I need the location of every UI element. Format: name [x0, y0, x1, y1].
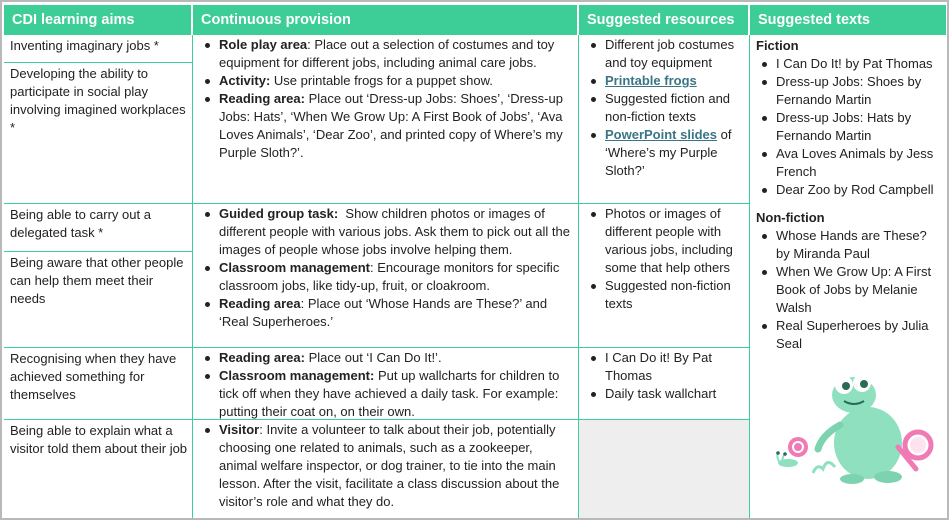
printable-frogs-link[interactable]: Printable frogs — [605, 73, 697, 88]
aim-item: Being able to explain what a visitor told them about their job — [10, 423, 188, 456]
aim-item: Inventing imaginary jobs * — [10, 38, 159, 53]
resource-table — [4, 5, 946, 517]
resource-item — [585, 72, 745, 90]
resource-item: I Can Do it! By Pat Thomas — [585, 349, 745, 385]
row1-aims — [4, 35, 193, 204]
provision-label: Classroom management: — [219, 368, 375, 383]
provision-item — [199, 90, 574, 162]
aim-item: Developing the ability to participate in social play involving imagined workplaces * — [4, 62, 192, 140]
provision-item — [199, 349, 574, 367]
nonfiction-list — [756, 227, 942, 353]
provision-text: Encourage monitors for specific classroom jobs, like tidy-up, fruit, or cloakroom. — [219, 260, 560, 293]
row2-aims — [4, 204, 193, 348]
provision-text: Place out ‘Whose Hands are These?’ and ‘Real Superheroes.’ — [219, 296, 548, 329]
provision-item: Classroom management: Encourage monitors for specific classroom jobs, like tidy-up, fruit, or cloakroom. — [199, 259, 574, 295]
provision-text: Use printable frogs for a puppet show. — [273, 73, 493, 88]
provision-label: Role play area — [219, 37, 308, 52]
book-item: Dress-up Jobs: Shoes by Fernando Martin — [756, 73, 942, 109]
row2-resources — [579, 204, 750, 348]
resource-item: PowerPoint slides of ‘Where’s my Purple Sloth?’ — [585, 126, 745, 180]
provision-item: Visitor: Invite a volunteer to talk about their job, potentially choosing one related to animals, such as a zookeeper, animal welfare inspector, or dog trainer, to tie into the main lesson. After the visit, facilitate a class discussion about the visitor’s role and what they do. — [199, 421, 574, 511]
provision-text: Place out ‘Dress-up Jobs: Shoes’, ‘Dress-up Jobs: Hats’, ‘When We Grow Up: A First Book of Jobs’, ‘Ava Loves Animals’, ‘Dear Zoo’, and printed copy of Where’s my Purple Sloth?’. — [219, 91, 563, 160]
provision-label: Activity: — [219, 73, 271, 88]
snail-icon — [776, 437, 808, 467]
book-item: Ava Loves Animals by Jess French — [756, 145, 942, 181]
fiction-heading: Fiction — [756, 38, 799, 53]
provision-label: Guided group task: — [219, 206, 339, 221]
book-item: Whose Hands are These? by Miranda Paul — [756, 227, 942, 263]
aim-item: Being able to carry out a delegated task * — [10, 207, 151, 240]
book-item: Real Superheroes by Julia Seal — [756, 317, 942, 353]
provision-label: Reading area — [219, 296, 301, 311]
frog-illustration-icon — [768, 365, 938, 489]
row3-aims — [4, 348, 193, 420]
provision-item: Role play area: Place out a selection of costumes and toy equipment for different jobs, including animal care jobs. — [199, 36, 574, 72]
row1-resources — [579, 35, 750, 204]
row4-aims — [4, 420, 193, 520]
resource-item: Suggested fiction and non-fiction texts — [585, 90, 745, 126]
provision-item — [199, 72, 574, 90]
provision-label: Reading area: — [219, 91, 305, 106]
aim-item: Recognising when they have achieved something for themselves — [10, 351, 177, 402]
resource-item: Different job costumes and toy equipment — [585, 36, 745, 72]
provision-item — [199, 367, 574, 420]
suggested-texts — [750, 35, 946, 520]
frog-icon — [818, 374, 902, 484]
provision-text: Put up wallcharts for children to tick off when they have achieved a daily task. For example: putting their coat on, on their own. — [219, 368, 560, 419]
provision-label: Reading area: — [219, 350, 305, 365]
provision-item: Reading area: Place out ‘Whose Hands are These?’ and ‘Real Superheroes.’ — [199, 295, 574, 331]
row3-resources — [579, 348, 750, 420]
row1-provision — [193, 35, 579, 204]
book-item: I Can Do It! by Pat Thomas — [756, 55, 942, 73]
resource-item: Daily task wallchart — [585, 385, 745, 403]
fiction-list — [756, 55, 942, 199]
header-resources: Suggested resources — [579, 5, 750, 35]
row2-provision — [193, 204, 579, 348]
nonfiction-heading: Non-fiction — [756, 210, 825, 225]
book-item: Dear Zoo by Rod Campbell — [756, 181, 942, 199]
row3-provision — [193, 348, 579, 420]
book-item: When We Grow Up: A First Book of Jobs by Melanie Walsh — [756, 263, 942, 317]
magnifying-glass-icon — [898, 432, 931, 469]
header-provision: Continuous provision — [193, 5, 579, 35]
powerpoint-slides-link[interactable]: PowerPoint slides — [605, 127, 717, 142]
provision-text: Show children photos or images of different people with various jobs. Ask them to pick out all the images of people whose jobs involve helping them. — [219, 206, 570, 257]
aim-item: Being aware that other people can help them meet their needs — [4, 251, 192, 311]
provision-item — [199, 205, 574, 259]
resource-item: Photos or images of different people with various jobs, including some that help others — [585, 205, 745, 277]
row4-provision — [193, 420, 579, 520]
provision-text: Invite a volunteer to talk about their job, potentially choosing one related to animals, such as a zookeeper, animal welfare inspector, or dog trainer, to tie into the main lesson. After the visit, facilitate a class discussion about the visitor’s role and what they do. — [219, 422, 560, 509]
header-aims: CDI learning aims — [4, 5, 193, 35]
provision-text: Place out a selection of costumes and toy equipment for different jobs, including animal care jobs. — [219, 37, 555, 70]
row4-resources-empty — [579, 420, 750, 520]
provision-label: Classroom management — [219, 260, 370, 275]
resource-item: Suggested non-fiction texts — [585, 277, 745, 313]
provision-text: Place out ‘I Can Do It!’. — [308, 350, 442, 365]
header-texts: Suggested texts — [750, 5, 946, 35]
book-item: Dress-up Jobs: Hats by Fernando Martin — [756, 109, 942, 145]
provision-label: Visitor — [219, 422, 260, 437]
